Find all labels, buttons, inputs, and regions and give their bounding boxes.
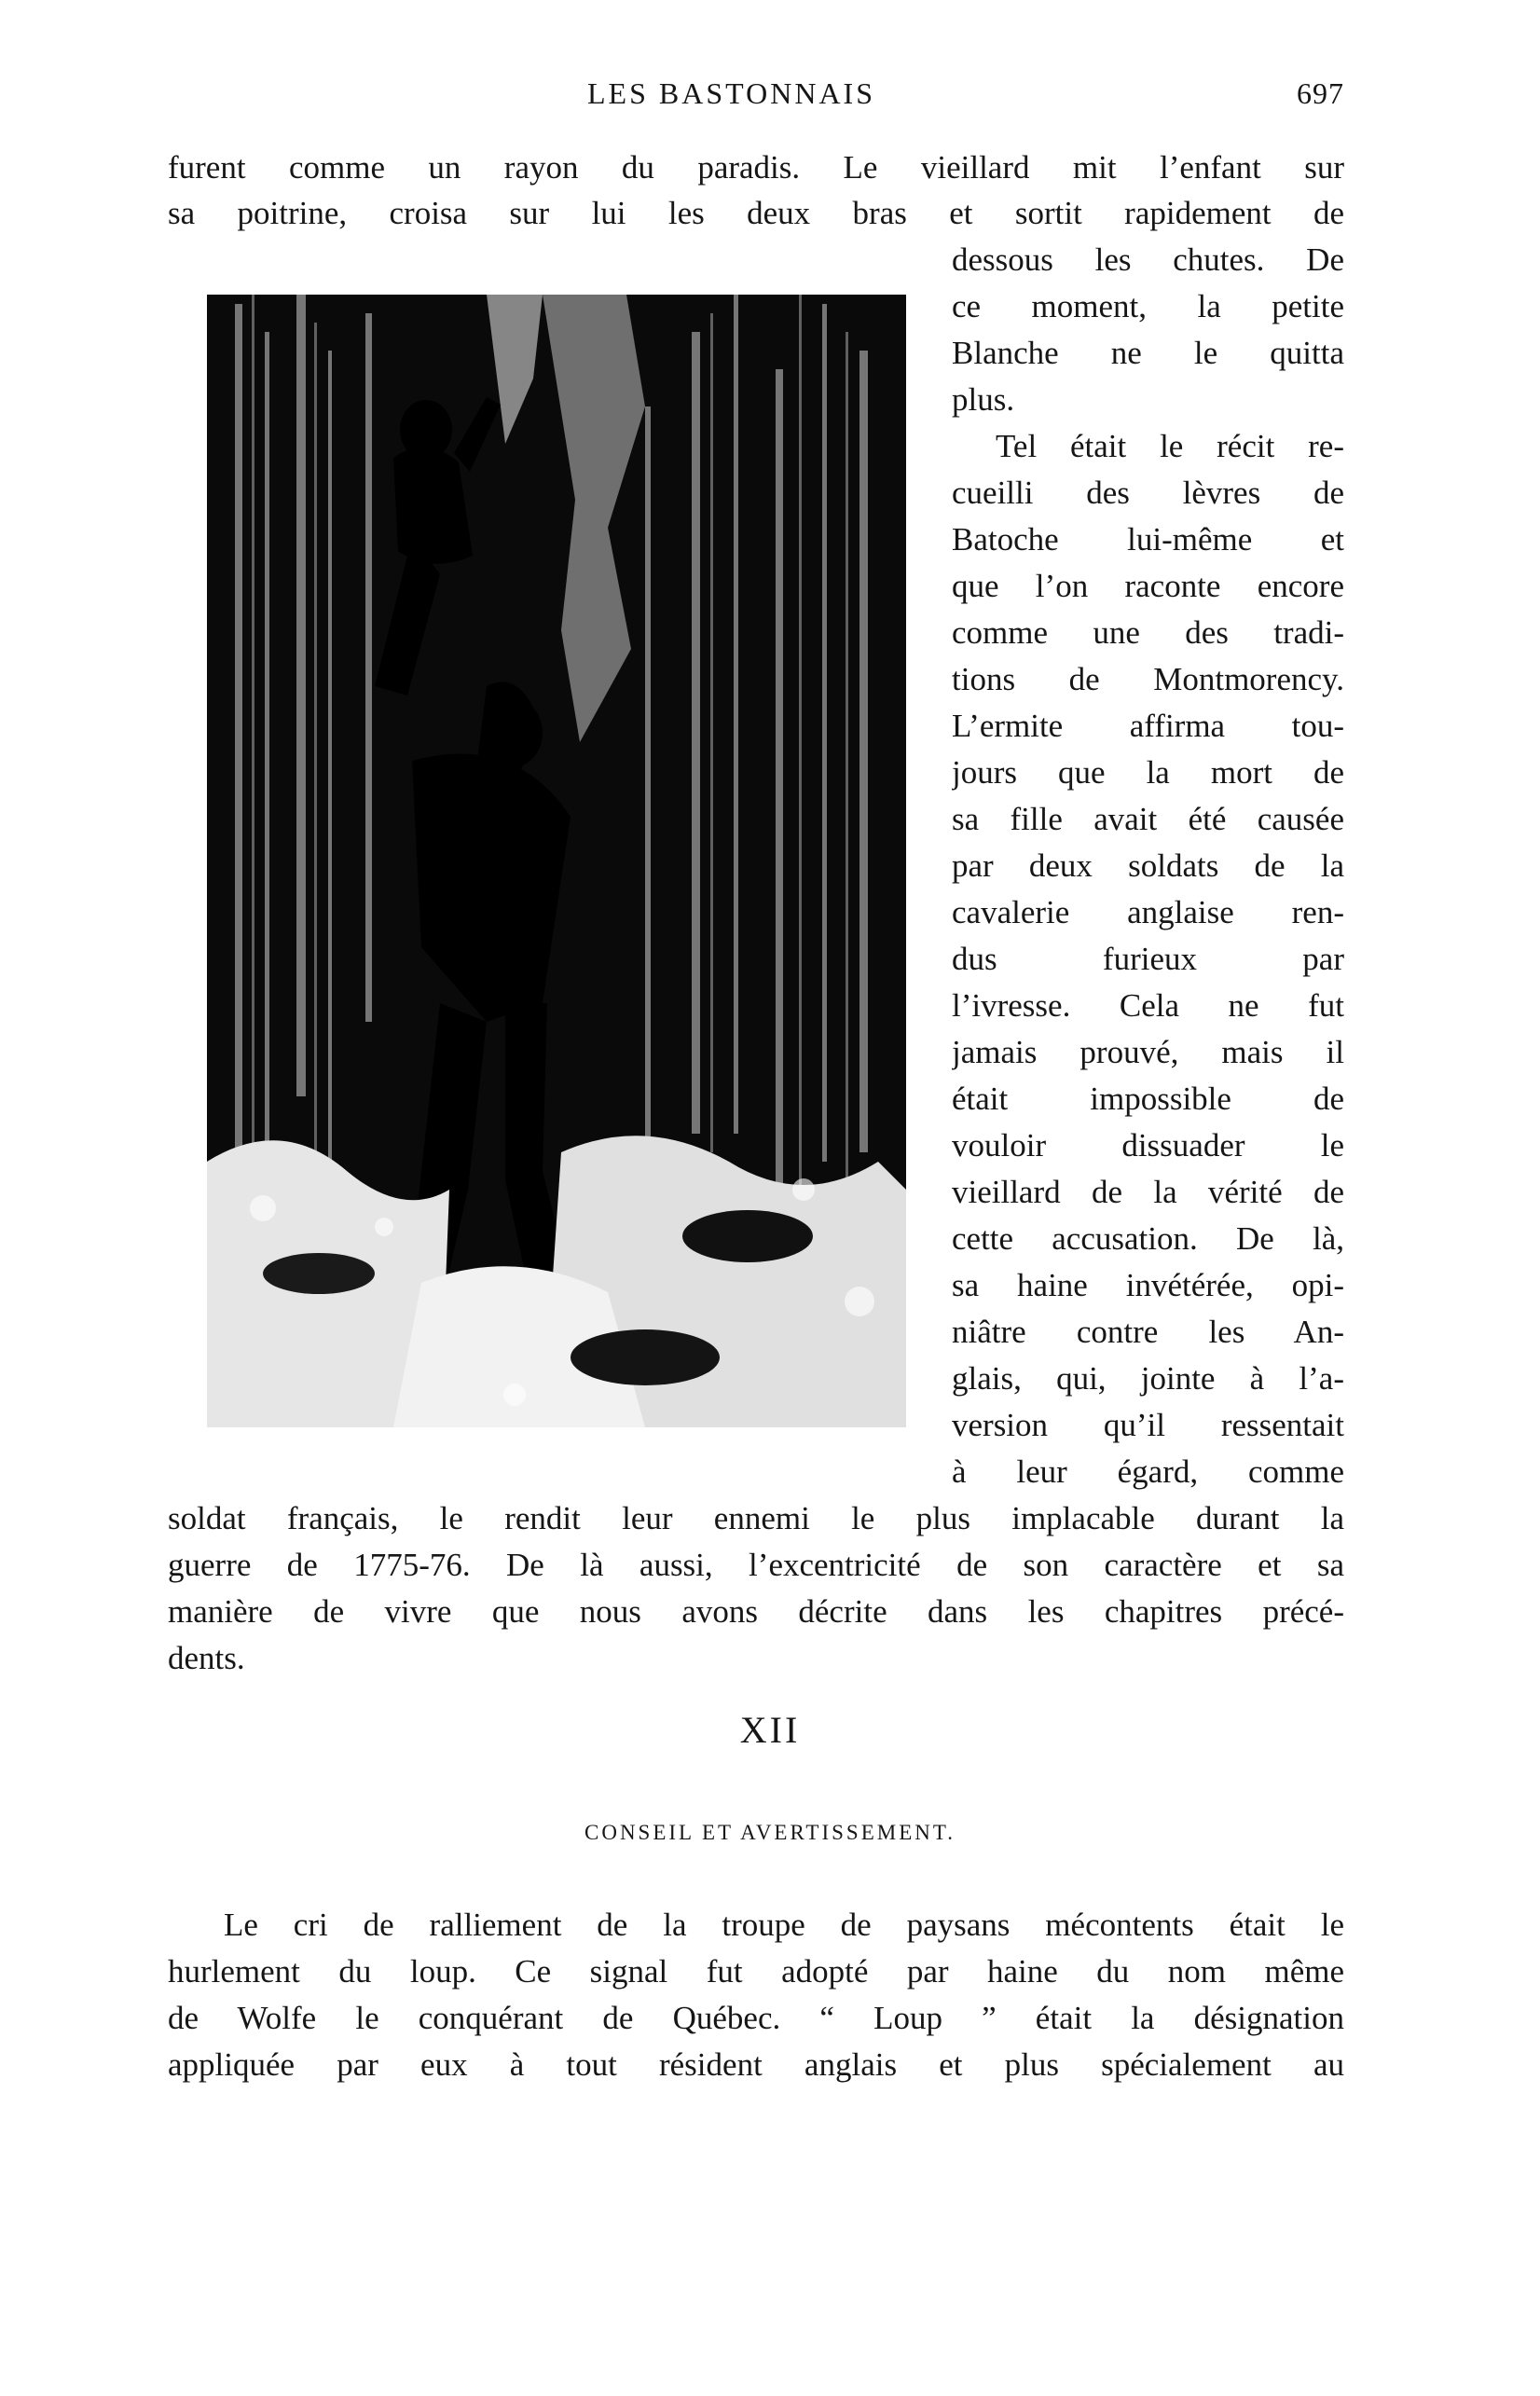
chapter-line: appliquée par eux à tout résident anglais et plus spécialement au (168, 2046, 1344, 2083)
column-line: L’ermite affirma tou- (952, 708, 1344, 744)
body-line: manière de vivre que nous avons décrite dans les chapitres précé- (168, 1593, 1344, 1630)
column-line: par deux soldats de la (952, 847, 1344, 884)
body-line: soldat français, le rendit leur ennemi le plus implacable durant la (168, 1500, 1344, 1536)
chapter-line: Le cri de ralliement de la troupe de paysans mécontents était le (224, 1907, 1344, 1943)
body-line: sa poitrine, croisa sur lui les deux bras et sortit rapidement de (168, 195, 1344, 231)
column-line: niâtre contre les An- (952, 1314, 1344, 1350)
column-line: glais, qui, jointe à l’a- (952, 1360, 1344, 1397)
column-line: comme une des tradi- (952, 614, 1344, 651)
body-line: furent comme un rayon du paradis. Le vieillard mit l’enfant sur (168, 149, 1344, 186)
column-line: dessous les chutes. De (952, 241, 1344, 278)
column-line: sa haine invétérée, opi- (952, 1267, 1344, 1303)
chapter-number: XII (739, 1709, 801, 1751)
column-line: Batoche lui-même et (952, 521, 1344, 558)
column-line: tions de Montmorency. (952, 661, 1344, 697)
column-line: cueilli des lèvres de (952, 475, 1344, 511)
column-line: cette accusation. De là, (952, 1220, 1344, 1257)
column-line: Blanche ne le quitta (952, 335, 1344, 371)
column-line: était impossible de (952, 1081, 1344, 1117)
engraving-illustration (207, 295, 906, 1427)
column-line: vouloir dissuader le (952, 1127, 1344, 1164)
column-line: cavalerie anglaise ren- (952, 894, 1344, 930)
column-line: version qu’il ressentait (952, 1407, 1344, 1443)
column-line: ce moment, la petite (952, 288, 1344, 324)
column-line: plus. (952, 381, 1015, 418)
running-title: LES BASTONNAIS (587, 76, 875, 110)
column-line: sa fille avait été causée (952, 801, 1344, 837)
column-line: Tel était le récit re- (996, 428, 1344, 464)
running-header (168, 76, 1344, 114)
page-number: 697 (1297, 76, 1344, 110)
column-line: l’ivresse. Cela ne fut (952, 987, 1344, 1024)
body-line: guerre de 1775-76. De là aussi, l’excentricité de son caractère et sa (168, 1547, 1344, 1583)
column-line: dus furieux par (952, 941, 1344, 977)
column-line: que l’on raconte encore (952, 568, 1344, 604)
column-line: vieillard de la vérité de (952, 1174, 1344, 1210)
column-line: à leur égard, comme (952, 1453, 1344, 1490)
body-line: dents. (168, 1640, 245, 1676)
chapter-line: de Wolfe le conquérant de Québec. “ Loup ” était la désignation (168, 2000, 1344, 2036)
column-line: jamais prouvé, mais il (952, 1034, 1344, 1070)
chapter-line: hurlement du loup. Ce signal fut adopté par haine du nom même (168, 1953, 1344, 1990)
chapter-title: CONSEIL ET AVERTISSEMENT. (584, 1821, 956, 1844)
column-line: jours que la mort de (952, 754, 1344, 791)
